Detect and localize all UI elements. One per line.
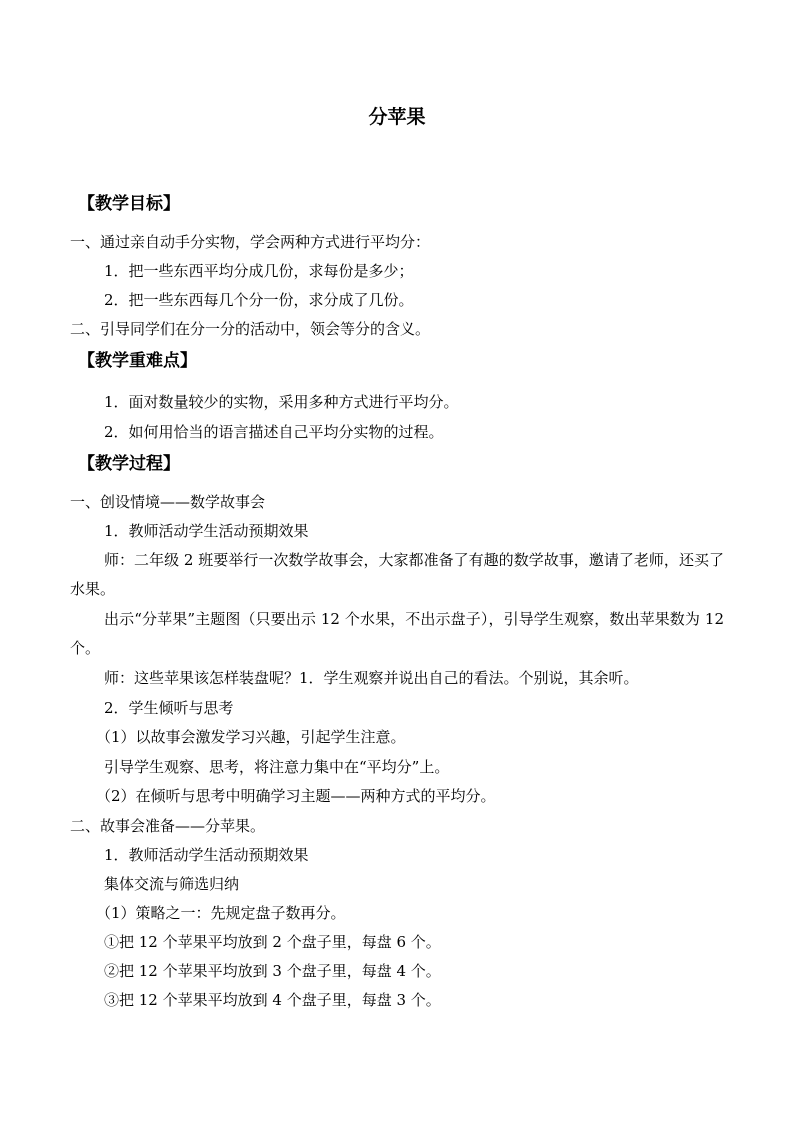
paragraph-goal-1-2: 2．把一些东西每几个分一份，求分成了几份。: [104, 291, 414, 309]
section-heading-key-points: 【教学重难点】: [78, 351, 197, 371]
paragraph-process-8: 引导学生观察、思考，将注意力集中在“平均分”上。: [104, 758, 450, 776]
page-title: 分苹果: [368, 106, 426, 128]
paragraph-goal-2: 二、引导同学们在分一分的活动中，领会等分的含义。: [70, 320, 431, 338]
paragraph-process-6: 2．学生倾听与思考: [104, 699, 234, 717]
paragraph-process-10: 二、故事会准备——分苹果。: [70, 817, 266, 835]
section-heading-goals: 【教学目标】: [78, 194, 180, 214]
paragraph-process-1: 一、创设情境——数学故事会: [70, 493, 266, 511]
paragraph-process-7: （1）以故事会激发学习兴趣，引起学生注意。: [96, 728, 406, 746]
paragraph-process-15: ②把 12 个苹果平均放到 3 个盘子里，每盘 4 个。: [104, 962, 441, 980]
paragraph-process-13: （1）策略之一：先规定盘子数再分。: [96, 904, 346, 922]
paragraph-process-3: 师：二年级 2 班要举行一次数学故事会，大家都准备了有趣的数学故事，邀请了老师，还买了水果。: [70, 551, 724, 598]
paragraph-process-14: ①把 12 个苹果平均放到 2 个盘子里，每盘 6 个。: [104, 933, 441, 951]
paragraph-process-9: （2）在倾听与思考中明确学习主题——两种方式的平均分。: [96, 787, 496, 805]
paragraph-key-2: 2．如何用恰当的语言描述自己平均分实物的过程。: [104, 423, 444, 441]
paragraph-goal-1-1: 1．把一些东西平均分成几份，求每份是多少；: [104, 262, 414, 280]
paragraph-process-4: 出示“分苹果”主题图（只要出示 12 个水果，不出示盘子），引导学生观察，数出苹果数为 12 个。: [70, 610, 724, 657]
paragraph-goal-1: 一、通过亲自动手分实物，学会两种方式进行平均分：: [70, 233, 431, 251]
paragraph-key-1: 1．面对数量较少的实物，采用多种方式进行平均分。: [104, 393, 459, 411]
paragraph-process-11: 1．教师活动学生活动预期效果: [104, 846, 309, 864]
paragraph-process-12: 集体交流与筛选归纳: [104, 875, 240, 893]
paragraph-process-5: 师：这些苹果该怎样装盘呢？1．学生观察并说出自己的看法。个别说，其余听。: [104, 669, 639, 687]
paragraph-process-2: 1．教师活动学生活动预期效果: [104, 522, 309, 540]
section-heading-process: 【教学过程】: [78, 454, 180, 474]
paragraph-process-16: ③把 12 个苹果平均放到 4 个盘子里，每盘 3 个。: [104, 991, 441, 1009]
